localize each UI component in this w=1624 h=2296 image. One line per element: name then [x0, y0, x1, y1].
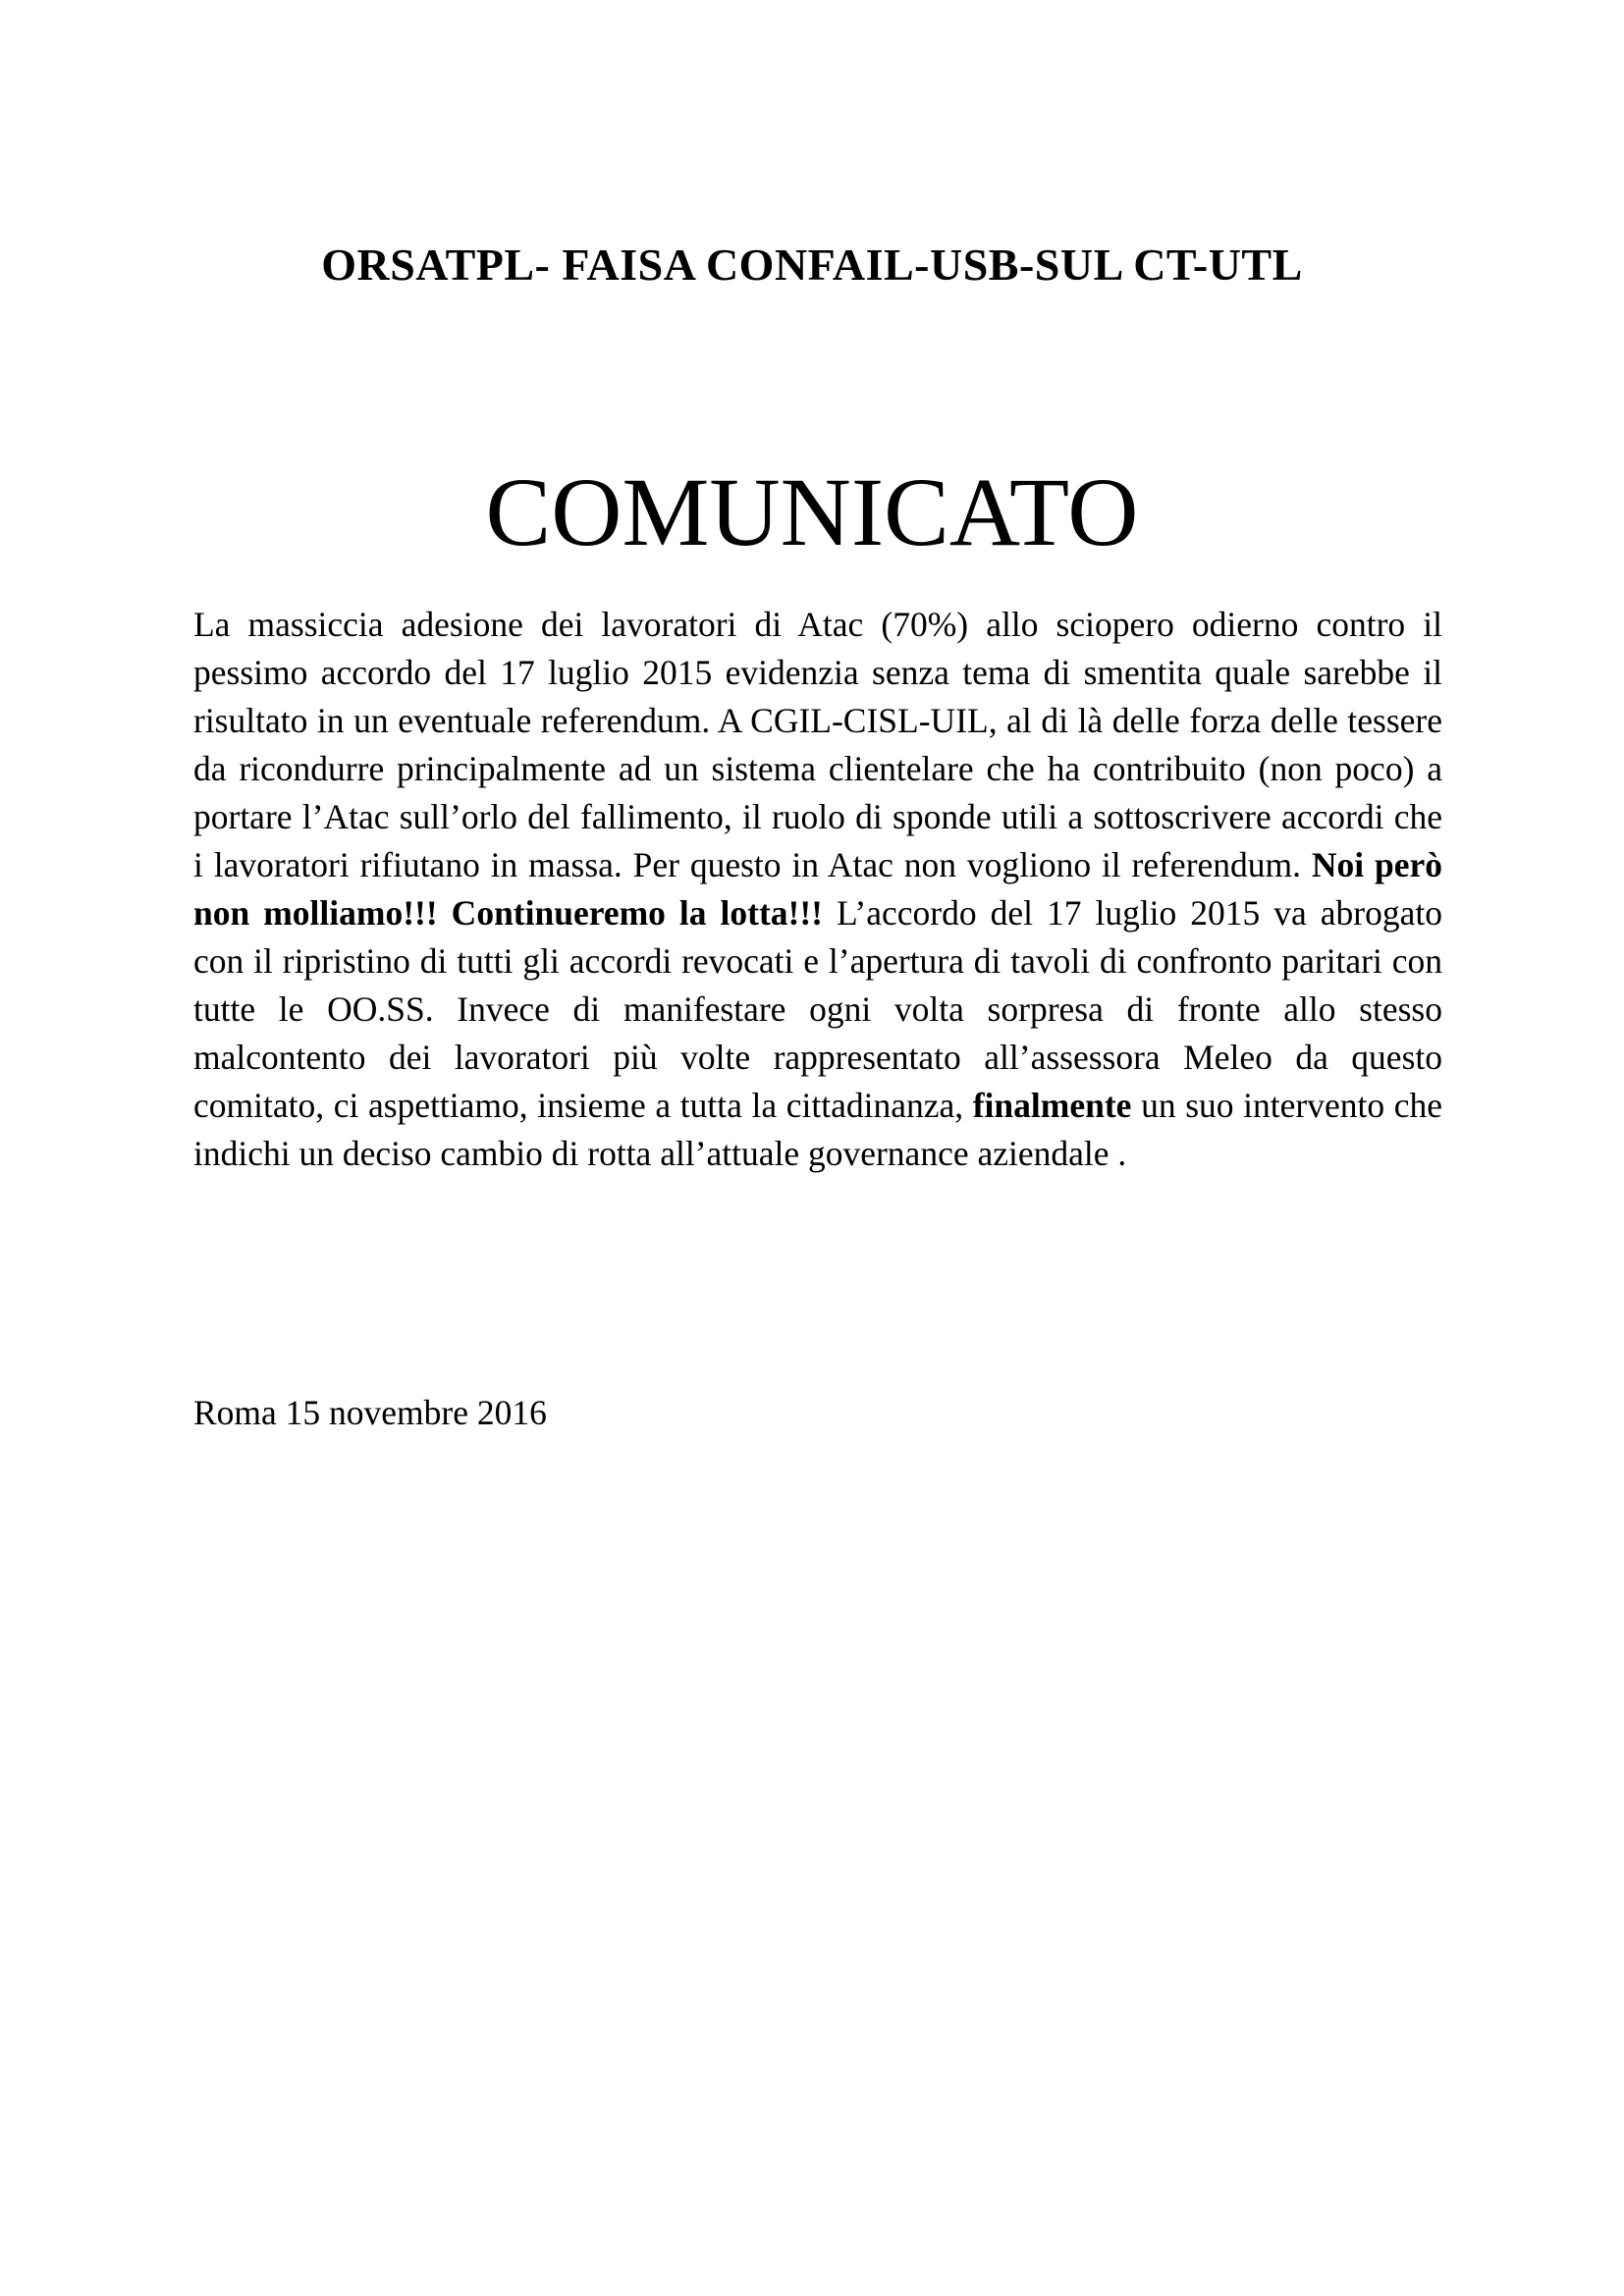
body-bold-call-to-action: Noi però non molliamo!!! Continueremo la lotta!!! — [193, 845, 1442, 933]
body-bold-finally: finalmente — [972, 1086, 1132, 1125]
body-text-part-3: un suo intervento che indichi un deciso cambio di rotta all’attuale governance aziendale . — [193, 1086, 1442, 1173]
page-title: COMUNICATO — [485, 457, 1139, 566]
body-text-part-2: L’accordo del 17 luglio 2015 va abrogato con il ripristino di tutti gli accordi revocati e l’apertura di tavoli di confronto paritari con tutte le OO.SS. Invece di manifestare ogni volta sorpresa di fronte allo stesso malcontento dei lavoratori più volte rappresentato all’assessora Meleo da questo comitato, ci aspettiamo, insieme a tutta la cittadinanza, — [193, 893, 1442, 1125]
date-line: Roma 15 novembre 2016 — [193, 1393, 547, 1432]
unions-heading: ORSATPL- FAISA CONFAIL-USB-SUL CT-UTL — [321, 240, 1303, 290]
body-text-part-1: La massiccia adesione dei lavoratori di Atac (70%) allo sciopero odierno contro il pessimo accordo del 17 luglio 2015 evidenzia senza tema di smentita quale sarebbe il risultato in un eventuale referendum. A CGIL-CISL-UIL, al di là delle forza delle tessere da ricondurre principalmente ad un sistema clientelare che ha contribuito (non poco) a portare l’Atac sull’orlo del fallimento, il ruolo di sponde utili a sottoscrivere accordi che i lavoratori rifiutano in massa. Per questo in Atac non vogliono il referendum. — [193, 605, 1442, 884]
body-paragraph — [193, 601, 1442, 1178]
